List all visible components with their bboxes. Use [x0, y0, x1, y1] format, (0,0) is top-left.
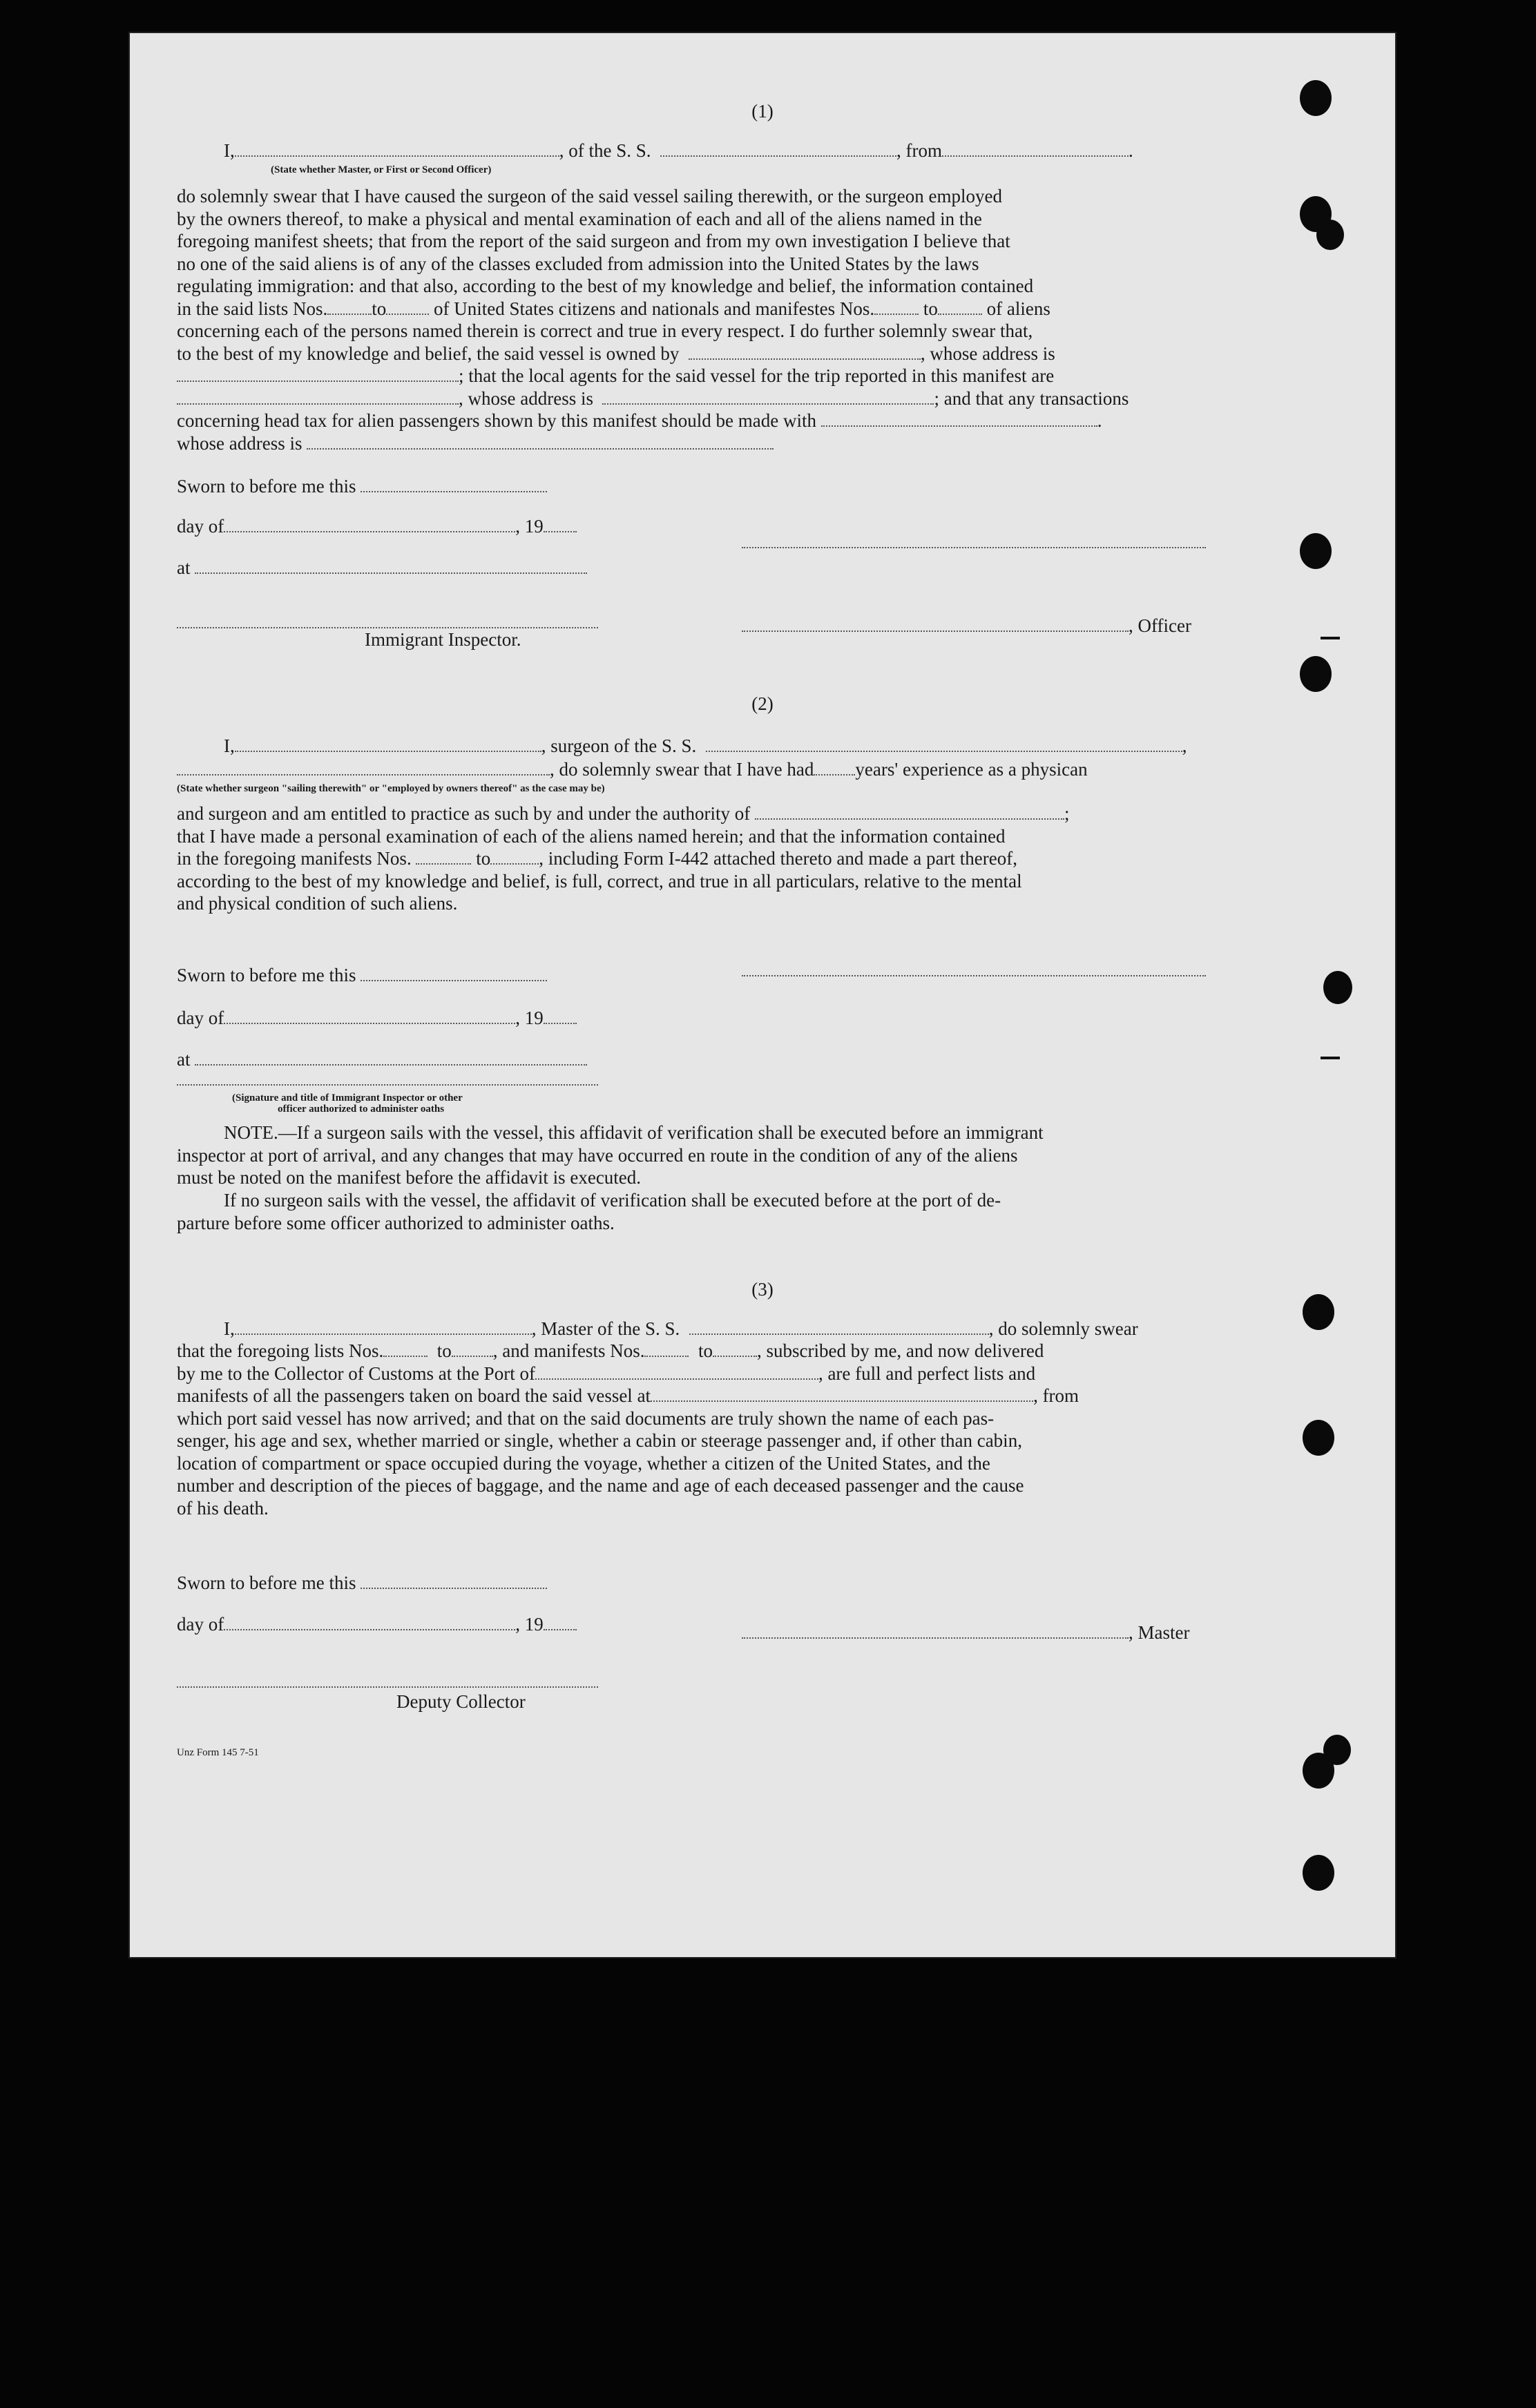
s1-year-field[interactable] [544, 517, 577, 532]
s2-authority-field[interactable] [755, 805, 1064, 820]
s1-from: , from [896, 140, 942, 161]
form-number: Unz Form 145 7-51 [177, 1747, 259, 1758]
s3-manifests-nos: , and manifests Nos. [492, 1340, 645, 1361]
s1-line-11 [177, 410, 1209, 432]
binder-hole-icon [1300, 656, 1332, 692]
s2-paragraph [177, 802, 1209, 915]
s2-comma: , [1182, 735, 1187, 756]
binder-hole-icon [1300, 80, 1332, 116]
s2-surgeon-status-field[interactable] [177, 760, 550, 776]
s2-surgeon-name-field[interactable] [235, 737, 541, 752]
s3-line-2 [177, 1340, 1209, 1362]
s2-signature-line[interactable] [742, 975, 1206, 976]
s2-surgeon-of: , surgeon of the S. S. [541, 735, 697, 756]
s1-agents-field[interactable] [177, 389, 459, 405]
s2-para-line: that I have made a personal examination of each of the aliens named herein; and that the information contained [177, 825, 1006, 847]
s1-transactions: ; and that any transactions [934, 387, 1129, 409]
s3-taken-on-board: manifests of all the passengers taken on board the said vessel at [177, 1385, 651, 1406]
s3-para-line: which port said vessel has now arrived; and that on the said documents are truly shown the name of each pas- [177, 1407, 995, 1429]
s3-line-3 [177, 1362, 1209, 1385]
s1-officer-field[interactable] [742, 617, 1129, 632]
s1-inspector-label: Immigrant Inspector. [365, 629, 521, 650]
binder-hole-icon [1316, 220, 1344, 250]
s1-sworn-label: Sworn to before me this [177, 476, 356, 497]
s2-para-line: according to the best of my knowledge and belief, is full, correct, and true in all particulars, relative to the mental [177, 870, 1022, 892]
s3-para-line: number and description of the pieces of baggage, and the name and age of each deceased passenger and the cause [177, 1475, 1024, 1496]
binder-hole-icon [1300, 533, 1332, 569]
s3-paragraph [177, 1340, 1209, 1519]
s1-manifests-to-field[interactable] [938, 300, 982, 315]
s1-para-line: foregoing manifest sheets; that from the report of the said surgeon and from my own investigation I believe that [177, 231, 1010, 251]
s3-collector-line[interactable] [177, 1686, 598, 1688]
s1-signature-line[interactable] [742, 547, 1206, 548]
s1-day-field[interactable] [224, 517, 515, 532]
s1-para-line: regulating immigration: and that also, according to the best of my knowledge and belief, the information contained [177, 276, 1034, 296]
s1-para-line: by the owners thereof, to make a physical and mental examination of each and all of the aliens named in the [177, 208, 982, 229]
s1-lists-to-field[interactable] [386, 300, 429, 315]
s2-years-field[interactable] [814, 760, 855, 776]
binder-hole-icon [1323, 1735, 1351, 1765]
s1-of-ss: , of the S. S. [559, 140, 651, 161]
s3-sworn [177, 1572, 547, 1595]
s2-line-5 [177, 847, 1209, 870]
s2-day [177, 1007, 577, 1030]
s2-years-exp: years' experience as a physican [855, 759, 1088, 780]
s1-dayof-label: day of [177, 516, 224, 537]
s3-line-1 [224, 1318, 1138, 1340]
s3-para-line: senger, his age and sex, whether married or single, whether a cabin or steerage passenger and, if other than cabin, [177, 1430, 1022, 1451]
s1-i: I, [224, 140, 235, 161]
s2-day-field[interactable] [224, 1009, 515, 1024]
note-line: parture before some officer authorized to administer oaths. [177, 1212, 615, 1233]
s3-manifests-from-field[interactable] [644, 1342, 689, 1357]
s2-to: to [476, 848, 491, 869]
s2-manifests-from-field[interactable] [416, 849, 471, 865]
s1-year-label: , 19 [515, 516, 544, 537]
s1-officer [742, 615, 1191, 637]
s1-to: to [372, 298, 387, 319]
s1-officer-label: , Officer [1129, 615, 1191, 636]
s1-sworn-field[interactable] [361, 477, 547, 492]
s3-swear: , do solemnly swear [988, 1318, 1138, 1339]
s2-vessel-field[interactable] [706, 737, 1182, 752]
s1-lists-nos: in the said lists Nos. [177, 298, 328, 319]
s1-para-line: do solemnly swear that I have caused the surgeon of the said vessel sailing therewith, or the surgeon employed [177, 186, 1002, 206]
s1-agents-address-field[interactable] [602, 389, 934, 405]
s3-from: , from [1033, 1385, 1079, 1406]
s3-i: I, [224, 1318, 235, 1339]
s1-officer-name-field[interactable] [235, 142, 559, 157]
section-1-number: (1) [751, 101, 774, 122]
dash-mark-icon [1321, 637, 1340, 639]
s2-note-surgeon: (State whether surgeon "sailing therewith" or "employed by owners thereof" as the case may be) [177, 783, 605, 794]
s1-of-aliens: of aliens [986, 298, 1050, 319]
s2-form-i442: , including Form I-442 attached thereto and made a part thereof, [539, 848, 1017, 869]
s2-sworn-field[interactable] [361, 966, 547, 981]
s1-whose-address-2: , whose address is [459, 387, 593, 409]
s3-day-field[interactable] [224, 1615, 515, 1630]
s3-para-line: location of compartment or space occupied during the voyage, whether a citizen of the United States, and the [177, 1452, 990, 1474]
s3-to: to [436, 1340, 452, 1361]
s3-port-field[interactable] [535, 1365, 818, 1380]
s3-vessel-field[interactable] [689, 1320, 989, 1335]
s3-dayof-label: day of [177, 1614, 224, 1635]
s2-para-line: and physical condition of such aliens. [177, 893, 458, 914]
s2-sworn-label: Sworn to before me this [177, 965, 356, 985]
s3-line-4 [177, 1385, 1209, 1407]
s3-year-label: , 19 [515, 1614, 544, 1635]
s3-sworn-field[interactable] [361, 1574, 547, 1589]
s1-head-tax-field[interactable] [821, 412, 1097, 427]
s2-dayof-label: day of [177, 1008, 224, 1028]
binder-hole-icon [1303, 1294, 1334, 1330]
s1-paragraph [177, 185, 1209, 454]
s3-master-of: , Master of the S. S. [531, 1318, 680, 1339]
note-line: must be noted on the manifest before the affidavit is executed. [177, 1167, 642, 1188]
s1-to-2: to [923, 298, 938, 319]
s2-line-2 [177, 758, 1088, 781]
s3-subscribed: , subscribed by me, and now delivered [756, 1340, 1044, 1361]
note-paragraph-2 [177, 1189, 1209, 1234]
dash-mark-icon [1321, 1057, 1340, 1059]
s1-at [177, 557, 587, 579]
s1-line-10 [177, 387, 1209, 410]
binder-hole-icon [1303, 1420, 1334, 1456]
s1-sworn [177, 475, 547, 498]
s2-authority: and surgeon and am entitled to practice as such by and under the authority of [177, 803, 751, 824]
s3-collector-label: Deputy Collector [396, 1691, 526, 1712]
note-line: NOTE.—If a surgeon sails with the vessel, this affidavit of verification shall be executed before an immigrant [224, 1122, 1044, 1143]
s1-lists-from-field[interactable] [327, 300, 372, 315]
s2-year-label: , 19 [515, 1008, 544, 1028]
s2-at [177, 1048, 587, 1071]
s2-inspector-line[interactable] [177, 1084, 598, 1086]
s1-vessel-field[interactable] [660, 142, 896, 157]
s1-line-12 [177, 432, 1209, 455]
s3-master-name-field[interactable] [235, 1320, 532, 1335]
s3-board-port-field[interactable] [651, 1387, 1033, 1402]
s2-at-label: at [177, 1049, 191, 1070]
s1-line-8 [177, 343, 1209, 365]
s1-line-9 [177, 365, 1209, 387]
s1-head-tax-address-field[interactable] [307, 434, 774, 450]
s3-to-2: to [698, 1340, 713, 1361]
s2-manifests-to-field[interactable] [490, 849, 539, 865]
s1-from-field[interactable] [942, 142, 1129, 157]
s3-master [742, 1621, 1189, 1644]
s3-sworn-label: Sworn to before me this [177, 1572, 356, 1593]
s1-para-line: no one of the said aliens is of any of the classes excluded from admission into the United States by the laws [177, 253, 979, 274]
s2-i: I, [224, 735, 235, 756]
s3-para-line: of his death. [177, 1497, 269, 1519]
s1-manifests-from-field[interactable] [874, 300, 919, 315]
s1-para-line: concerning each of the persons named therein is correct and true in every respect. I do further solemnly swear that, [177, 320, 1033, 341]
s2-swear: , do solemnly swear that I have had [550, 759, 814, 780]
s2-at-field[interactable] [195, 1050, 587, 1066]
s2-sig-note-1: (Signature and title of Immigrant Inspector or other [232, 1092, 463, 1104]
s1-day [177, 515, 577, 538]
s1-at-field[interactable] [195, 559, 587, 574]
s3-lists-to-field[interactable] [452, 1342, 493, 1357]
s1-owner-address-field[interactable] [177, 367, 459, 382]
s3-lists-nos: that the foregoing lists Nos. [177, 1340, 384, 1361]
document-page [128, 32, 1396, 1958]
s2-semicolon: ; [1064, 803, 1070, 824]
s2-sig-note-2: officer authorized to administer oaths [278, 1104, 445, 1115]
s3-full-perfect: , are full and perfect lists and [818, 1362, 1036, 1384]
s1-head-tax: concerning head tax for alien passengers shown by this manifest should be made with [177, 410, 817, 431]
s2-line-1 [224, 735, 1187, 758]
s3-manifests-to-field[interactable] [713, 1342, 757, 1357]
s1-period-2: . [1097, 410, 1102, 431]
s3-master-label: , Master [1129, 1622, 1190, 1643]
s1-at-label: at [177, 557, 191, 578]
s3-port-of: by me to the Collector of Customs at the Port of [177, 1362, 535, 1384]
s1-local-agents: ; that the local agents for the said vessel for the trip reported in this manifest are [459, 365, 1055, 386]
s1-owned-by: to the best of my knowledge and belief, the said vessel is owned by [177, 343, 680, 364]
s2-sworn [177, 964, 547, 987]
note-line: inspector at port of arrival, and any changes that may have occurred en route in the condition of any of the aliens [177, 1144, 1018, 1166]
s3-year-field[interactable] [544, 1615, 577, 1630]
note-line: If no surgeon sails with the vessel, the affidavit of verification shall be executed before at the port of de- [224, 1190, 1001, 1211]
s2-manifests-nos: in the foregoing manifests Nos. [177, 848, 412, 869]
binder-hole-icon [1303, 1855, 1334, 1891]
s1-note-master: (State whether Master, or First or Second Officer) [271, 164, 492, 175]
s1-whose-address-3: whose address is [177, 432, 303, 454]
s1-line-6 [177, 298, 1209, 320]
s3-day [177, 1613, 577, 1636]
s2-line-3 [177, 802, 1209, 825]
s2-year-field[interactable] [544, 1009, 577, 1024]
s1-us-citizens: of United States citizens and nationals and manifestes Nos. [434, 298, 875, 319]
note-paragraph-1 [177, 1121, 1209, 1189]
binder-hole-icon [1323, 971, 1352, 1004]
section-2-number: (2) [751, 693, 774, 714]
s3-master-signature-field[interactable] [742, 1624, 1129, 1639]
s1-line-1 [224, 139, 1133, 162]
s1-whose-address: , whose address is [920, 343, 1055, 364]
section-3-number: (3) [751, 1279, 774, 1300]
s3-lists-from-field[interactable] [383, 1342, 428, 1357]
s1-owner-field[interactable] [689, 345, 921, 360]
s1-period: . [1129, 140, 1133, 161]
